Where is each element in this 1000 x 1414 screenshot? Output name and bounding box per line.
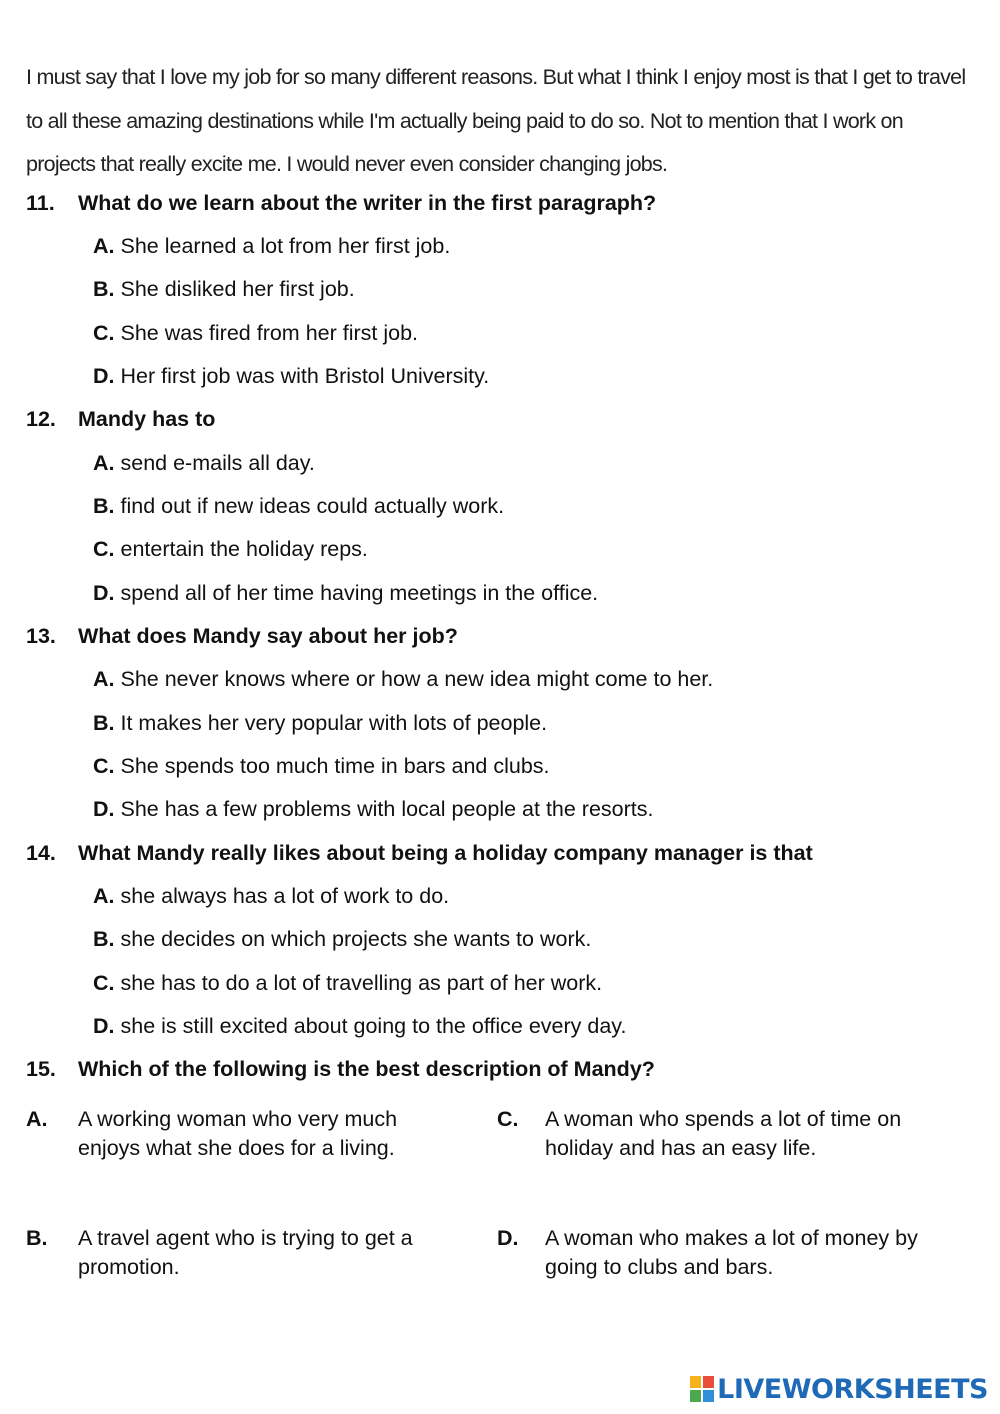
option-letter: D. (497, 1226, 519, 1250)
question-text: Mandy has to (78, 407, 216, 431)
option-letter: D. (93, 364, 115, 388)
option-letter: D. (93, 797, 115, 821)
option-letter: C. (93, 754, 115, 778)
option-13-c[interactable] (93, 754, 550, 779)
option-text: It makes her very popular with lots of people. (120, 711, 548, 735)
option-letter: B. (93, 711, 115, 735)
option-text: she decides on which projects she wants to work. (120, 927, 592, 951)
option-12-c[interactable] (93, 537, 368, 562)
option-14-d[interactable] (93, 1014, 626, 1039)
option-text: She was fired from her first job. (120, 321, 419, 345)
option-letter: C. (93, 971, 115, 995)
question-number: 12. (26, 407, 56, 431)
option-letter: A. (93, 667, 115, 691)
option-text: spend all of her time having meetings in the office. (120, 581, 599, 605)
question-14 (26, 841, 813, 866)
option-letter: C. (497, 1107, 519, 1131)
option-11-d[interactable] (93, 364, 489, 389)
option-12-d[interactable] (93, 581, 598, 606)
logo-text: LIVEWORKSHEETS (717, 1373, 988, 1405)
option-letter: B. (93, 927, 115, 951)
option-text: A working woman who very much enjoys what she does for a living. (78, 1107, 398, 1160)
option-text: She spends too much time in bars and clubs. (120, 754, 550, 778)
option-text: She learned a lot from her first job. (120, 234, 451, 258)
question-number: 14. (26, 841, 56, 865)
question-text: Which of the following is the best description of Mandy? (78, 1057, 655, 1081)
option-text: entertain the holiday reps. (120, 537, 368, 561)
option-12-b[interactable] (93, 494, 504, 519)
question-text: What does Mandy say about her job? (78, 624, 458, 648)
option-text: Her first job was with Bristol University. (120, 364, 490, 388)
question-15 (26, 1057, 655, 1082)
option-letter: C. (93, 537, 115, 561)
question-text: What do we learn about the writer in the first paragraph? (78, 191, 657, 215)
option-text: She has a few problems with local people at the resorts. (120, 797, 654, 821)
option-14-c[interactable] (93, 971, 602, 996)
option-11-a[interactable] (93, 234, 450, 259)
option-letter: B. (93, 494, 115, 518)
question-number: 13. (26, 624, 56, 648)
option-text: she always has a lot of work to do. (120, 884, 450, 908)
option-text: she is still excited about going to the office every day. (120, 1014, 627, 1038)
liveworksheets-logo (690, 1372, 988, 1406)
question-11 (26, 191, 656, 216)
option-letter: C. (93, 321, 115, 345)
option-text: find out if new ideas could actually work. (120, 494, 505, 518)
option-12-a[interactable] (93, 451, 315, 476)
option-letter: A. (93, 451, 115, 475)
question-text: What Mandy really likes about being a holiday company manager is that (78, 841, 813, 865)
option-text: She disliked her first job. (120, 277, 355, 301)
option-13-a[interactable] (93, 667, 713, 692)
intro-paragraph: I must say that I love my job for so many different reasons. But what I think I enjoy most is that I get to travel to all these amazing destinations while I'm actually being paid to do so. Not to mention that I work on projects that really excite me. I would never even consider changing jobs. (26, 65, 966, 176)
option-letter: A. (26, 1107, 48, 1131)
option-text: send e-mails all day. (120, 451, 315, 475)
question-number: 11. (26, 191, 55, 215)
option-letter: B. (26, 1226, 48, 1250)
liveworksheets-logo-icon (690, 1376, 714, 1402)
option-13-d[interactable] (93, 797, 654, 822)
option-14-b[interactable] (93, 927, 591, 952)
option-11-c[interactable] (93, 321, 418, 346)
question-12 (26, 407, 215, 432)
question-number: 15. (26, 1057, 56, 1081)
option-text: A woman who makes a lot of money by going to clubs and bars. (545, 1226, 918, 1279)
option-text: She never knows where or how a new idea might come to her. (120, 667, 714, 691)
option-text: A travel agent who is trying to get a promotion. (78, 1226, 413, 1279)
option-letter: B. (93, 277, 115, 301)
option-14-a[interactable] (93, 884, 449, 909)
option-letter: D. (93, 581, 115, 605)
option-text: she has to do a lot of travelling as part of her work. (120, 971, 603, 995)
option-letter: A. (93, 884, 115, 908)
option-letter: A. (93, 234, 115, 258)
option-text: A woman who spends a lot of time on holiday and has an easy life. (545, 1107, 902, 1160)
option-letter: D. (93, 1014, 115, 1038)
question-13 (26, 624, 458, 649)
option-11-b[interactable] (93, 277, 355, 302)
option-13-b[interactable] (93, 711, 547, 736)
